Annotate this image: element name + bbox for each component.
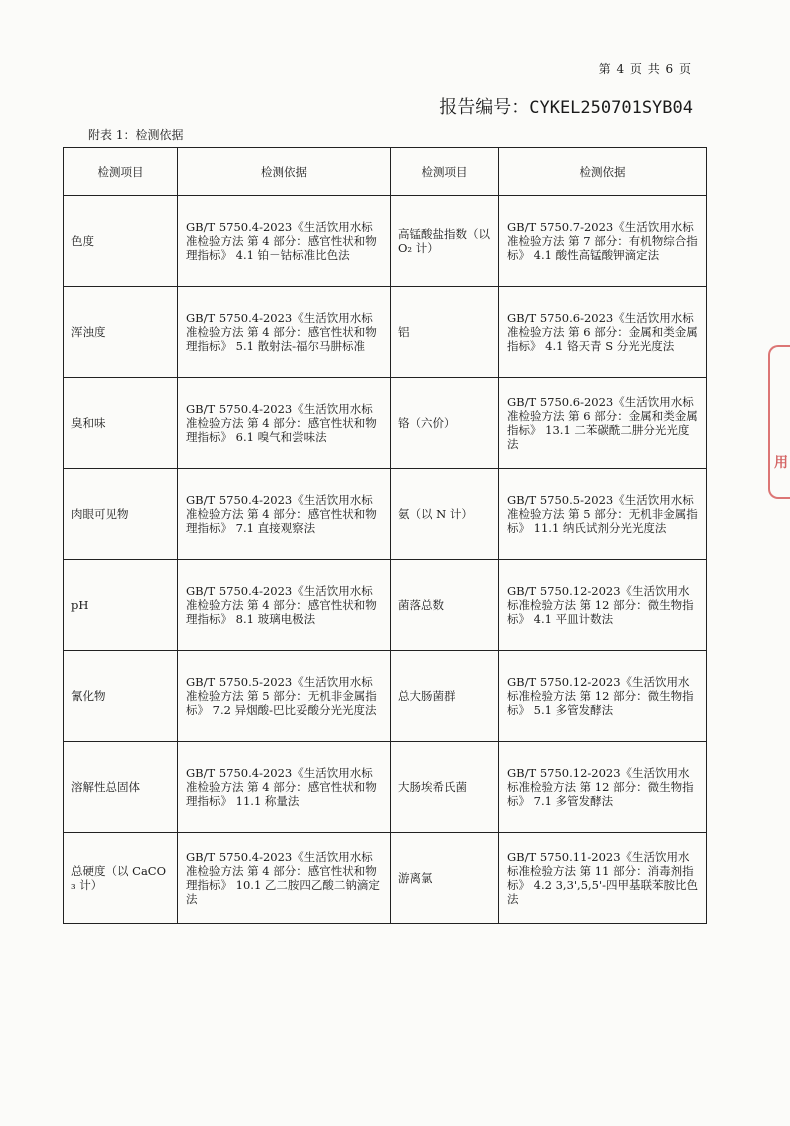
report-number-label: 报告编号： [439,97,530,118]
report-number-code: CYKEL250701SYB04 [529,98,693,118]
table-row [64,651,707,742]
table-row [64,833,707,924]
test-item: 总硬度（以 CaCO₃ 计） [64,833,178,924]
test-item: 色度 [64,196,178,287]
test-basis: GB/T 5750.7-2023《生活饮用水标准检验方法 第 7 部分：有机物综合指标》 4.1 酸性高锰酸钾滴定法 [499,196,707,287]
header-basis-1: 检测依据 [178,148,391,196]
test-basis: GB/T 5750.12-2023《生活饮用水标准检验方法 第 12 部分：微生物指标》 4.1 平皿计数法 [499,560,707,651]
test-basis-table [63,147,707,924]
test-basis: GB/T 5750.5-2023《生活饮用水标准检验方法 第 5 部分：无机非金属指标》 7.2 异烟酸-巴比妥酸分光光度法 [178,651,391,742]
header-basis-2: 检测依据 [499,148,707,196]
test-basis: GB/T 5750.11-2023《生活饮用水标准检验方法 第 11 部分：消毒剂指标》 4.2 3,3',5,5'-四甲基联苯胺比色法 [499,833,707,924]
table-row [64,287,707,378]
seal-stamp [768,345,790,499]
report-number [400,93,693,119]
appendix-title: 附表 1：检测依据 [88,128,184,142]
test-basis: GB/T 5750.4-2023《生活饮用水标准检验方法 第 4 部分：感官性状和物理指标》 4.1 铂－钴标准比色法 [178,196,391,287]
test-item: 氰化物 [64,651,178,742]
test-item: 臭和味 [64,378,178,469]
table-row [64,378,707,469]
table-row [64,742,707,833]
test-basis: GB/T 5750.4-2023《生活饮用水标准检验方法 第 4 部分：感官性状和物理指标》 7.1 直接观察法 [178,469,391,560]
test-item: 肉眼可见物 [64,469,178,560]
header-item-1: 检测项目 [64,148,178,196]
page-number: 第 4 页 共 6 页 [598,62,692,76]
table-row [64,560,707,651]
test-basis: GB/T 5750.12-2023《生活饮用水标准检验方法 第 12 部分：微生物指标》 5.1 多管发酵法 [499,651,707,742]
test-item: 菌落总数 [391,560,499,651]
test-basis: GB/T 5750.4-2023《生活饮用水标准检验方法 第 4 部分：感官性状和物理指标》 11.1 称量法 [178,742,391,833]
test-basis: GB/T 5750.12-2023《生活饮用水标准检验方法 第 12 部分：微生物指标》 7.1 多管发酵法 [499,742,707,833]
test-item: 铝 [391,287,499,378]
test-item: 溶解性总固体 [64,742,178,833]
table-row [64,196,707,287]
header-item-2: 检测项目 [391,148,499,196]
test-basis: GB/T 5750.5-2023《生活饮用水标准检验方法 第 5 部分：无机非金属指标》 11.1 纳氏试剂分光光度法 [499,469,707,560]
test-item: 大肠埃希氏菌 [391,742,499,833]
test-basis: GB/T 5750.6-2023《生活饮用水标准检验方法 第 6 部分：金属和类金属指标》 13.1 二苯碳酰二肼分光光度法 [499,378,707,469]
test-item: pH [64,560,178,651]
test-item: 高锰酸盐指数（以 O₂ 计） [391,196,499,287]
test-item: 铬（六价） [391,378,499,469]
test-basis: GB/T 5750.4-2023《生活饮用水标准检验方法 第 4 部分：感官性状和物理指标》 6.1 嗅气和尝味法 [178,378,391,469]
test-item: 游离氯 [391,833,499,924]
test-basis: GB/T 5750.4-2023《生活饮用水标准检验方法 第 4 部分：感官性状和物理指标》 8.1 玻璃电极法 [178,560,391,651]
test-item: 氨（以 N 计） [391,469,499,560]
seal-stamp-text: 用 [774,455,788,471]
test-basis: GB/T 5750.4-2023《生活饮用水标准检验方法 第 4 部分：感官性状和物理指标》 5.1 散射法-福尔马肼标准 [178,287,391,378]
test-basis: GB/T 5750.4-2023《生活饮用水标准检验方法 第 4 部分：感官性状和物理指标》 10.1 乙二胺四乙酸二钠滴定法 [178,833,391,924]
test-basis: GB/T 5750.6-2023《生活饮用水标准检验方法 第 6 部分：金属和类金属指标》 4.1 铬天青 S 分光光度法 [499,287,707,378]
test-item: 浑浊度 [64,287,178,378]
table-header-row [64,148,707,196]
table-row [64,469,707,560]
test-item: 总大肠菌群 [391,651,499,742]
